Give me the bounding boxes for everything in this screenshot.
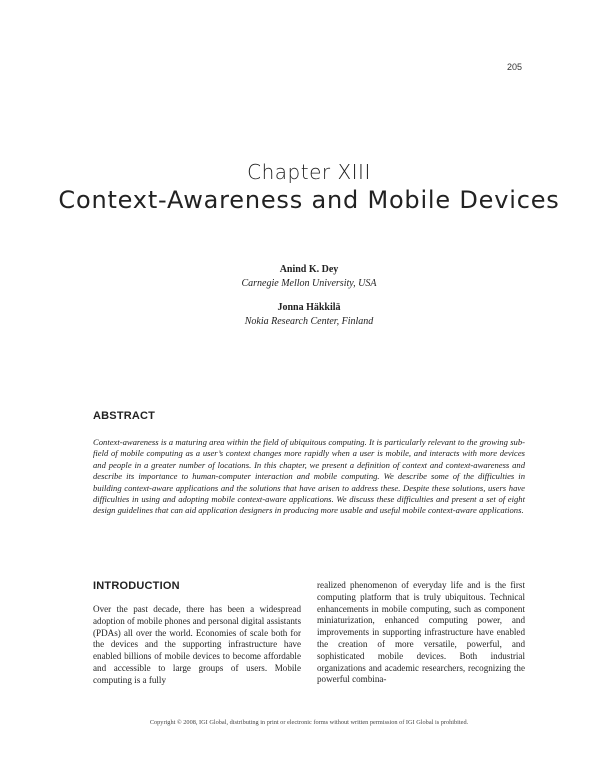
author-name: Anind K. Dey — [279, 264, 339, 275]
author-block — [0, 264, 600, 289]
author-block — [0, 302, 600, 327]
author-affiliation: Nokia Research Center, Finland — [244, 316, 374, 327]
abstract-text: Context-awareness is a maturing area within the field of ubiquitous computing. It is particularly relevant to the growing sub-field of mobile computing as a user’s context changes more rapidly when a user is mobile, and interacts with more devices and people in a greater number of locations. In this chapter, we present a definition of context and context-awareness and describe its importance to human-computer interaction and mobile computing. We describe some of the difficulties in building context-aware applications and the solutions that have arisen to address these. Despite these solutions, users have difficulties in using and adopting mobile context-aware applications. We discuss these difficulties and present a set of eight design guidelines that can aid application designers in producing more usable and useful mobile context-aware applications. — [93, 437, 525, 516]
introduction-column-right: realized phenomenon of everyday life and is the first computing platform that is truly ubiquitous. Technical enhancements in mobile computing, such as component miniaturization, enhanced computing power, and improvements in supporting infrastructure have enabled the creation of more versatile, powerful, and sophisticated mobile devices. Both industrial organizations and academic researchers, recognizing the powerful combina- — [317, 580, 525, 685]
copyright-notice: Copyright © 2008, IGI Global, distributing in print or electronic forms without written permission of IGI Global is prohibited. — [149, 719, 469, 726]
chapter-label: Chapter XIII — [247, 160, 371, 184]
author-name: Jonna Häkkilä — [277, 302, 341, 313]
introduction-column-left: Over the past decade, there has been a widespread adoption of mobile phones and personal digital assistants (PDAs) all over the world. Economies of scale both for the devices and the supporting infrastructure have enabled billions of mobile devices to become affordable and accessible to large groups of users. Mobile computing is a fully — [93, 604, 301, 685]
introduction-heading: INTRODUCTION — [93, 580, 180, 592]
author-affiliation: Carnegie Mellon University, USA — [241, 278, 377, 289]
page-number: 205 — [506, 62, 522, 72]
chapter-title: Context-Awareness and Mobile Devices — [58, 186, 560, 214]
abstract-heading: ABSTRACT — [93, 410, 156, 422]
